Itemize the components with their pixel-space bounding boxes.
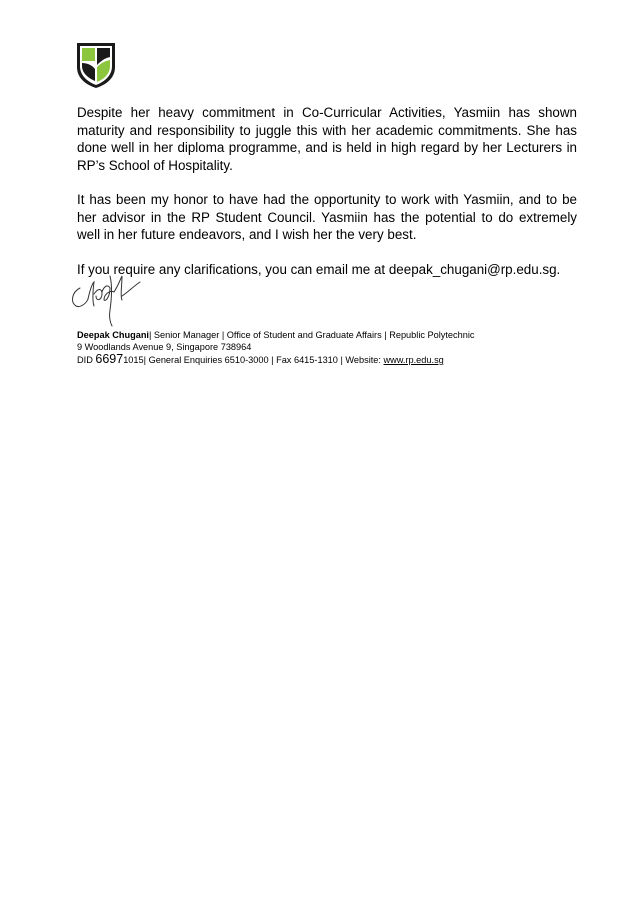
paragraph-2: It has been my honor to have had the opportunity to work with Yasmiin, and to be her advisor in the RP Student Council. Yasmiin has the potential to do extremely well in her future endeavors, and I wish her the very best. — [77, 192, 577, 242]
paragraph-3: If you require any clarifications, you can email me at deepak_chugani@rp.edu.sg. — [77, 261, 561, 277]
paragraph-1: Despite her heavy commitment in Co-Curricular Activities, Yasmiin has shown maturity and responsibility to juggle this with her academic commitments. She has done well in her diploma programme, and is held in high regard by her Lecturers in RP’s School of Hospitality. — [77, 105, 577, 173]
contact-line — [77, 353, 597, 366]
signature-block — [77, 329, 597, 366]
did-label: DID — [77, 355, 96, 365]
letter-body — [77, 104, 577, 295]
contact-details: 1015| General Enquiries 6510-3000 | Fax 6415-1310 | Website: — [123, 355, 384, 365]
republic-polytechnic-logo — [75, 41, 117, 89]
signatory-title: | Senior Manager | Office of Student and Graduate Affairs | Republic Polytechnic — [148, 330, 475, 340]
website-link[interactable]: www.rp.edu.sg — [383, 355, 444, 365]
did-prefix: 6697 — [95, 352, 124, 366]
handwritten-signature — [66, 266, 142, 328]
address-line: 9 Woodlands Avenue 9, Singapore 738964 — [77, 342, 252, 352]
signatory-name: Deepak Chugani — [77, 330, 149, 340]
signature-name-line — [77, 329, 597, 341]
